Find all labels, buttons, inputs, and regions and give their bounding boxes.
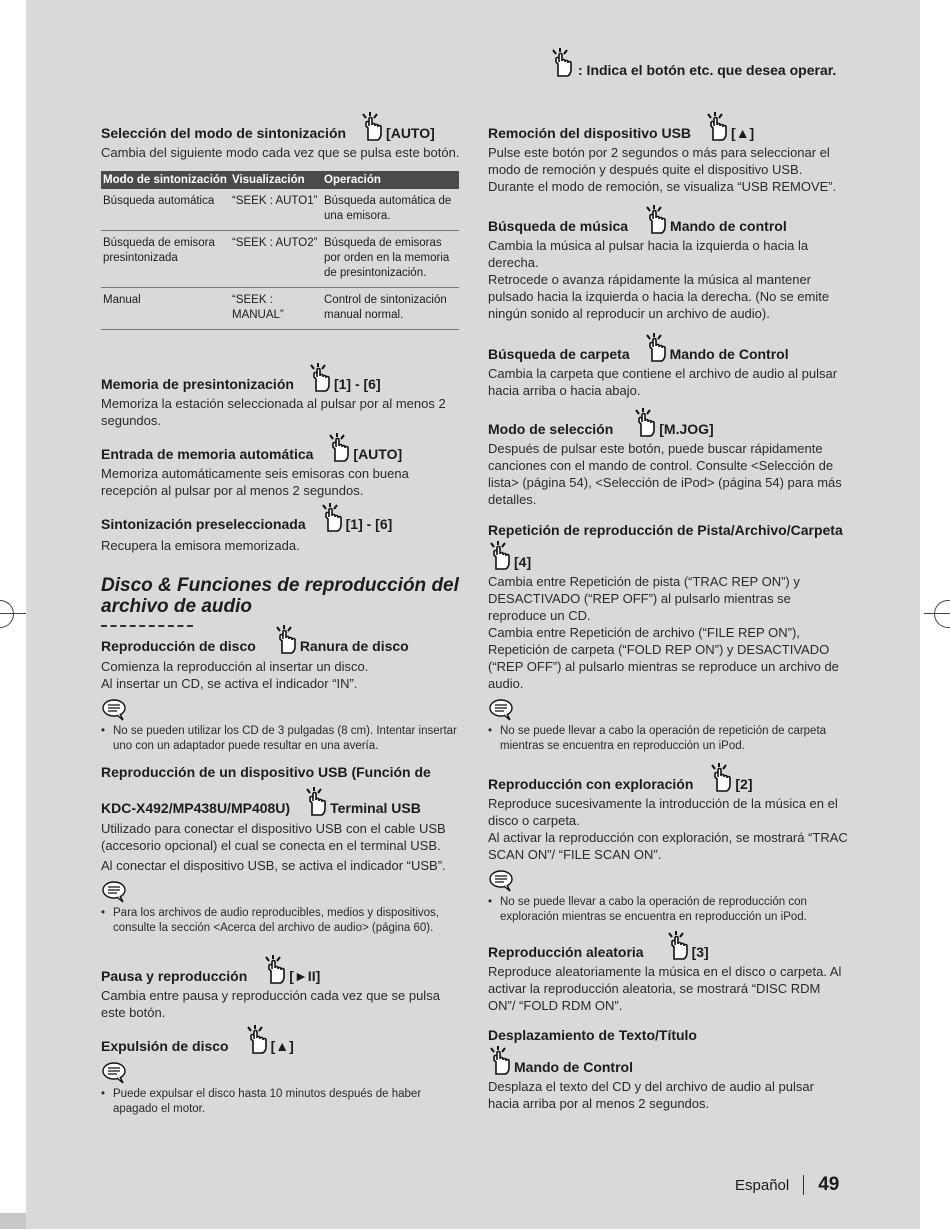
auto-memory-button-text: [AUTO] bbox=[353, 446, 403, 462]
tuning-mode-heading bbox=[101, 112, 461, 142]
preset-memory-section bbox=[101, 363, 461, 429]
page-number: 49 bbox=[818, 1174, 840, 1195]
table-row bbox=[101, 288, 459, 330]
tuning-mode-table bbox=[101, 171, 459, 330]
scan-section bbox=[488, 763, 848, 925]
press-hand-icon bbox=[550, 48, 576, 78]
text-scroll-desc: Desplaza el texto del CD y del archivo de audio al pulsar hacia arriba por al menos 2 segundos. bbox=[488, 1079, 814, 1111]
scan-button-text: [2] bbox=[735, 776, 753, 792]
random-title: Reproducción aleatoria bbox=[488, 944, 644, 960]
auto-memory-desc: Memoriza automáticamente seis emisoras con buena recepción al pulsar por al menos 2 segundos. bbox=[101, 466, 409, 498]
page-corner bbox=[0, 1213, 26, 1229]
pause-title: Pausa y reproducción bbox=[101, 968, 248, 984]
table-header: Operación bbox=[322, 171, 459, 189]
table-row bbox=[101, 189, 459, 231]
text-scroll-button-text: Mando de Control bbox=[514, 1059, 633, 1075]
preset-tuning-button-text: [1] - [6] bbox=[345, 516, 393, 532]
disc-play-note: • No se pueden utilizar los CD de 3 pulgadas (8 cm). Intentar insertar uno con un adaptador puede resultar en una avería. bbox=[101, 724, 461, 754]
music-search-desc: Cambia la música al pulsar hacia la izquierda o hacia la derecha. bbox=[488, 238, 809, 270]
pause-button-text: [►II] bbox=[289, 968, 321, 984]
repeat-title: Repetición de reproducción de Pista/Archivo/Carpeta bbox=[488, 522, 843, 538]
table-row bbox=[101, 231, 459, 288]
press-hand-icon bbox=[488, 1046, 514, 1076]
preset-memory-desc: Memoriza la estación seleccionada al pulsar por al menos 2 segundos. bbox=[101, 396, 446, 428]
table-cell: Manual bbox=[101, 288, 230, 330]
press-hand-icon bbox=[304, 787, 330, 817]
usb-play-title: Reproducción de un dispositivo USB (Función de bbox=[101, 764, 431, 780]
music-search-button-text: Mando de control bbox=[670, 218, 787, 234]
auto-memory-section bbox=[101, 433, 461, 499]
music-search-title: Búsqueda de música bbox=[488, 218, 629, 234]
operation-legend-text: : Indica el botón etc. que desea operar. bbox=[578, 62, 837, 78]
press-hand-icon bbox=[245, 1025, 271, 1055]
repeat-desc: Cambia entre Repetición de pista (“TRAC REP ON”) y DESACTIVADO (“REP OFF”) al pulsarlo mientras se reproduce un CD. bbox=[488, 574, 800, 623]
preset-memory-title: Memoria de presintonización bbox=[101, 376, 294, 392]
scan-desc: Reproduce sucesivamente la introducción de la música en el disco o carpeta. bbox=[488, 796, 838, 828]
select-mode-title: Modo de selección bbox=[488, 421, 614, 437]
pause-desc: Cambia entre pausa y reproducción cada vez que se pulsa este botón. bbox=[101, 988, 440, 1020]
folder-search-desc: Cambia la carpeta que contiene el archivo de audio al pulsar hacia arriba o hacia abajo. bbox=[488, 366, 838, 398]
tuning-mode-title: Selección del modo de sintonización bbox=[101, 125, 347, 141]
preset-tuning-title: Sintonización preseleccionada bbox=[101, 516, 306, 532]
press-hand-icon bbox=[263, 955, 289, 985]
usb-remove-desc: Pulse este botón por 2 segundos o más para seleccionar el modo de remoción y después quite el dispositivo USB. Durante el modo de remoción, se visualiza “USB REMOVE”. bbox=[488, 145, 837, 194]
eject-button-text: [▲] bbox=[270, 1038, 294, 1054]
eject-title: Expulsión de disco bbox=[101, 1038, 229, 1054]
table-cell: Control de sintonización manual normal. bbox=[322, 288, 459, 330]
usb-remove-button-text: [▲] bbox=[731, 125, 755, 141]
repeat-button-text: [4] bbox=[514, 554, 532, 570]
select-mode-button-text: [M.JOG] bbox=[659, 421, 714, 437]
usb-play-button-text: Terminal USB bbox=[330, 800, 421, 816]
tuning-mode-desc: Cambia del siguiente modo cada vez que se pulsa este botón. bbox=[101, 145, 460, 160]
text-scroll-title: Desplazamiento de Texto/Título bbox=[488, 1027, 697, 1043]
table-cell: Búsqueda automática bbox=[101, 189, 230, 231]
scan-title: Reproducción con exploración bbox=[488, 776, 694, 792]
music-search-section bbox=[488, 205, 848, 322]
usb-play-note: • Para los archivos de audio reproducibles, medios y dispositivos, consulte la sección <Acerca del archivo de audio> (página 60). bbox=[101, 906, 461, 936]
folder-search-section bbox=[488, 333, 848, 399]
random-section bbox=[488, 931, 848, 1014]
press-hand-icon bbox=[320, 503, 346, 533]
usb-remove-title: Remoción del dispositivo USB bbox=[488, 125, 692, 141]
table-header: Visualización bbox=[230, 171, 322, 189]
usb-play-desc: Al conectar el dispositivo USB, se activa el indicador “USB”. bbox=[101, 858, 446, 873]
preset-tuning-desc: Recupera la emisora memorizada. bbox=[101, 538, 300, 553]
note-icon bbox=[101, 1061, 129, 1085]
press-hand-icon bbox=[308, 363, 334, 393]
tuning-mode-section bbox=[101, 112, 461, 330]
section-heading bbox=[101, 575, 461, 627]
press-hand-icon bbox=[633, 408, 659, 438]
press-hand-icon bbox=[666, 931, 692, 961]
disc-play-section bbox=[101, 625, 461, 754]
press-hand-icon bbox=[327, 433, 353, 463]
note-icon bbox=[488, 698, 516, 722]
usb-play-section bbox=[101, 763, 461, 936]
folder-search-title: Búsqueda de carpeta bbox=[488, 346, 630, 362]
note-icon bbox=[488, 869, 516, 893]
pause-section bbox=[101, 955, 461, 1021]
select-mode-desc: Después de pulsar este botón, puede buscar rápidamente canciones con el mando de control. Consulte <Selección de lista> (página 54), <Selección de iPod> (página 54) para más detalles. bbox=[488, 441, 842, 507]
music-search-desc: Retrocede o avanza rápidamente la música al mantener pulsado hacia la izquierda o hacia la derecha. (No se emite ningún sonido al reproducir un archivo de audio). bbox=[488, 272, 830, 321]
table-cell: “SEEK : AUTO1” bbox=[230, 189, 322, 231]
repeat-desc: Cambia entre Repetición de archivo (“FILE REP ON”), Repetición de carpeta (“FOLD REP ON”) y DESACTIVADO (“REP OFF”) al pulsarlo mientras se reproduce un archivo de audio. bbox=[488, 625, 839, 691]
press-hand-icon bbox=[644, 205, 670, 235]
footer-separator bbox=[803, 1175, 804, 1195]
scan-desc: Al activar la reproducción con exploración, se mostrará “TRAC SCAN ON”/ “FILE SCAN ON”. bbox=[488, 830, 848, 862]
disc-play-title: Reproducción de disco bbox=[101, 638, 256, 654]
table-cell: Búsqueda de emisora presintonizada bbox=[101, 231, 230, 288]
repeat-section bbox=[488, 521, 848, 754]
preset-tuning-section bbox=[101, 503, 461, 554]
section-title: Disco & Funciones de reproducción del archivo de audio bbox=[101, 575, 459, 617]
table-cell: “SEEK : AUTO2” bbox=[230, 231, 322, 288]
auto-memory-title: Entrada de memoria automática bbox=[101, 446, 314, 462]
table-cell: Búsqueda automática de una emisora. bbox=[322, 189, 459, 231]
press-hand-icon bbox=[488, 541, 514, 571]
table-cell: “SEEK : MANUAL” bbox=[230, 288, 322, 330]
text-scroll-section bbox=[488, 1026, 848, 1112]
tuning-mode-button-text: [AUTO] bbox=[386, 125, 435, 141]
disc-play-desc: Al insertar un CD, se activa el indicador “IN”. bbox=[101, 676, 358, 691]
operation-legend bbox=[550, 48, 836, 78]
note-icon bbox=[101, 880, 129, 904]
press-hand-icon bbox=[360, 112, 386, 142]
page-footer bbox=[735, 1174, 839, 1196]
press-hand-icon bbox=[274, 625, 300, 655]
table-cell: Búsqueda de emisoras por orden en la memoria de presintonización. bbox=[322, 231, 459, 288]
folder-search-button-text: Mando de Control bbox=[669, 346, 789, 362]
note-icon bbox=[101, 698, 129, 722]
select-mode-section bbox=[488, 408, 848, 508]
press-hand-icon bbox=[709, 763, 735, 793]
scan-note: • No se puede llevar a cabo la operación de reproducción con exploración mientras se encuentra en reproducción un iPod. bbox=[488, 895, 848, 925]
footer-language: Español bbox=[735, 1176, 790, 1194]
repeat-note: • No se puede llevar a cabo la operación de repetición de carpeta mientras se encuentra en reproducción un iPod. bbox=[488, 724, 848, 754]
random-desc: Reproduce aleatoriamente la música en el disco o carpeta. Al activar la reproducción aleatoria, se mostrará “DISC RDM ON”/ “FOLD RDM ON”. bbox=[488, 964, 842, 1013]
disc-play-desc: Comienza la reproducción al insertar un disco. bbox=[101, 659, 369, 674]
usb-remove-section bbox=[488, 112, 848, 195]
tuning-mode-button-label bbox=[360, 112, 435, 142]
usb-play-desc: Utilizado para conectar el dispositivo USB con el cable USB (accesorio opcional) el cual se conecta en el terminal USB. bbox=[101, 821, 446, 853]
eject-section bbox=[101, 1025, 461, 1117]
eject-note: • Puede expulsar el disco hasta 10 minutos después de haber apagado el motor. bbox=[101, 1087, 461, 1117]
usb-play-title-models: KDC-X492/MP438U/MP408U) bbox=[101, 800, 291, 816]
preset-memory-button-text: [1] - [6] bbox=[333, 376, 381, 392]
random-button-text: [3] bbox=[691, 944, 709, 960]
press-hand-icon bbox=[644, 333, 670, 363]
disc-play-button-text: Ranura de disco bbox=[299, 638, 409, 654]
press-hand-icon bbox=[705, 112, 731, 142]
table-header: Modo de sintonización bbox=[101, 171, 230, 189]
